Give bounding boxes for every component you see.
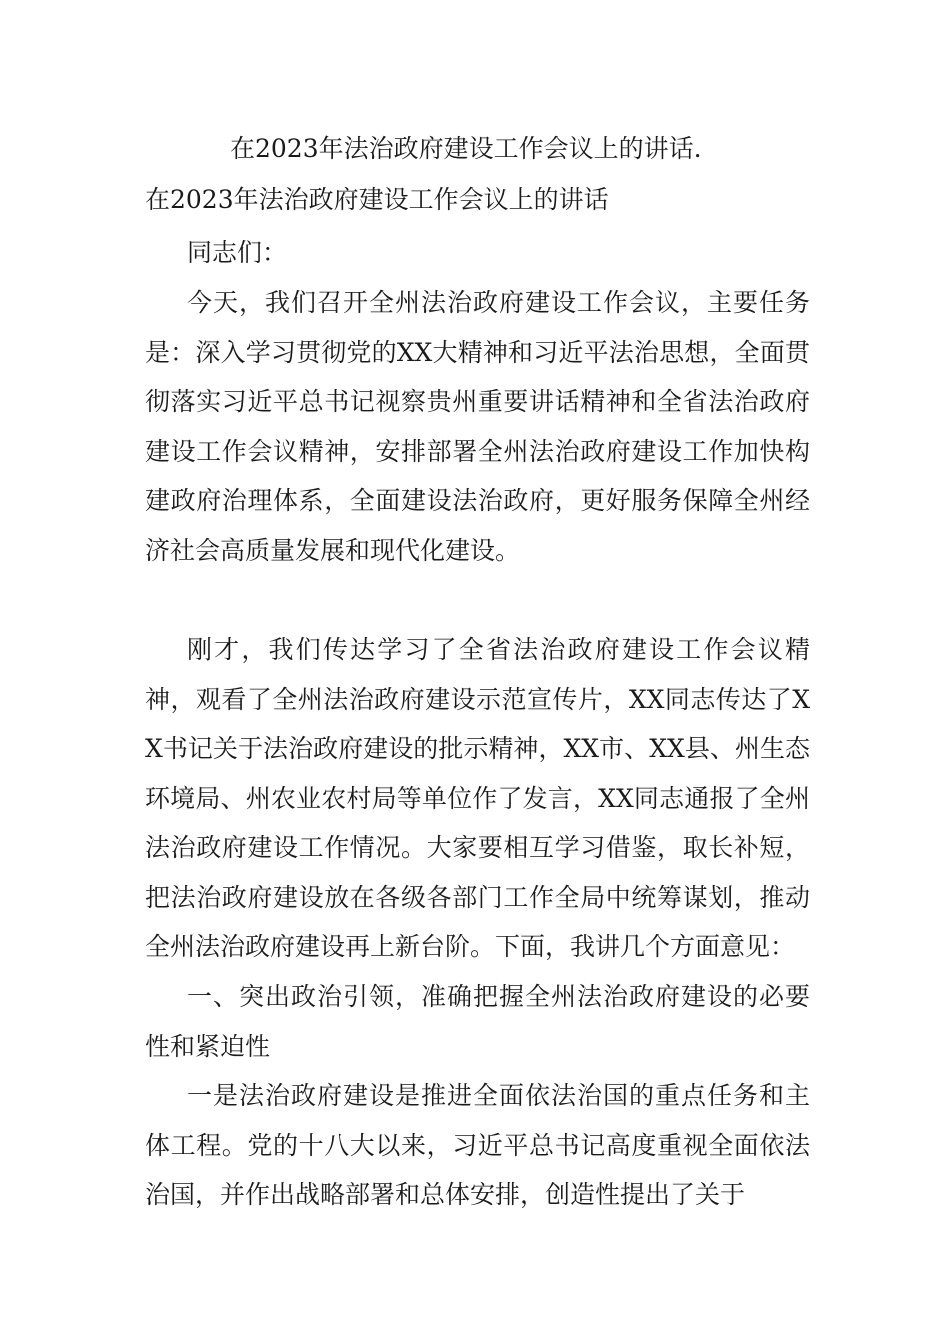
paragraph-review: 刚才，我们传达学习了全省法治政府建设工作会议精神，观看了全州法治政府建设示范宣传片，XX同志传达了XX书记关于法治政府建设的批示精神，XX市、XX县、州生态环境局、州农业农村局等单位作了发言，XX同志通报了全州法治政府建设工作情况。大家要相互学习借鉴，取长补短，把法治政府建设放在各级各部门工作全局中统筹谋划，推动全州法治政府建设再上新台阶。下面，我讲几个方面意见：: [145, 635, 810, 961]
paragraph-opening: 今天，我们召开全州法治政府建设工作会议，主要任务是：深入学习贯彻党的XX大精神和习近平法治思想，全面贯彻落实习近平总书记视察贵州重要讲话精神和全省法治政府建设工作会议精神，安排部署全州法治政府建设工作加快构建政府治理体系，全面建设法治政府，更好服务保障全州经济社会高质量发展和现代化建设。: [145, 288, 810, 565]
document-subtitle: 在2023年法治政府建设工作会议上的讲话: [145, 185, 609, 214]
section-heading-1: 一、突出政治引领，准确把握全州法治政府建设的必要性和紧迫性: [145, 982, 810, 1061]
document-title: 在2023年法治政府建设工作会议上的讲话.: [230, 134, 702, 163]
paragraph-point-1: 一是法治政府建设是推进全面依法治国的重点任务和主体工程。党的十八大以来，习近平总书记高度重视全面依法治国，并作出战略部署和总体安排，创造性提出了关于: [145, 1081, 810, 1209]
salutation: 同志们：: [187, 238, 288, 267]
